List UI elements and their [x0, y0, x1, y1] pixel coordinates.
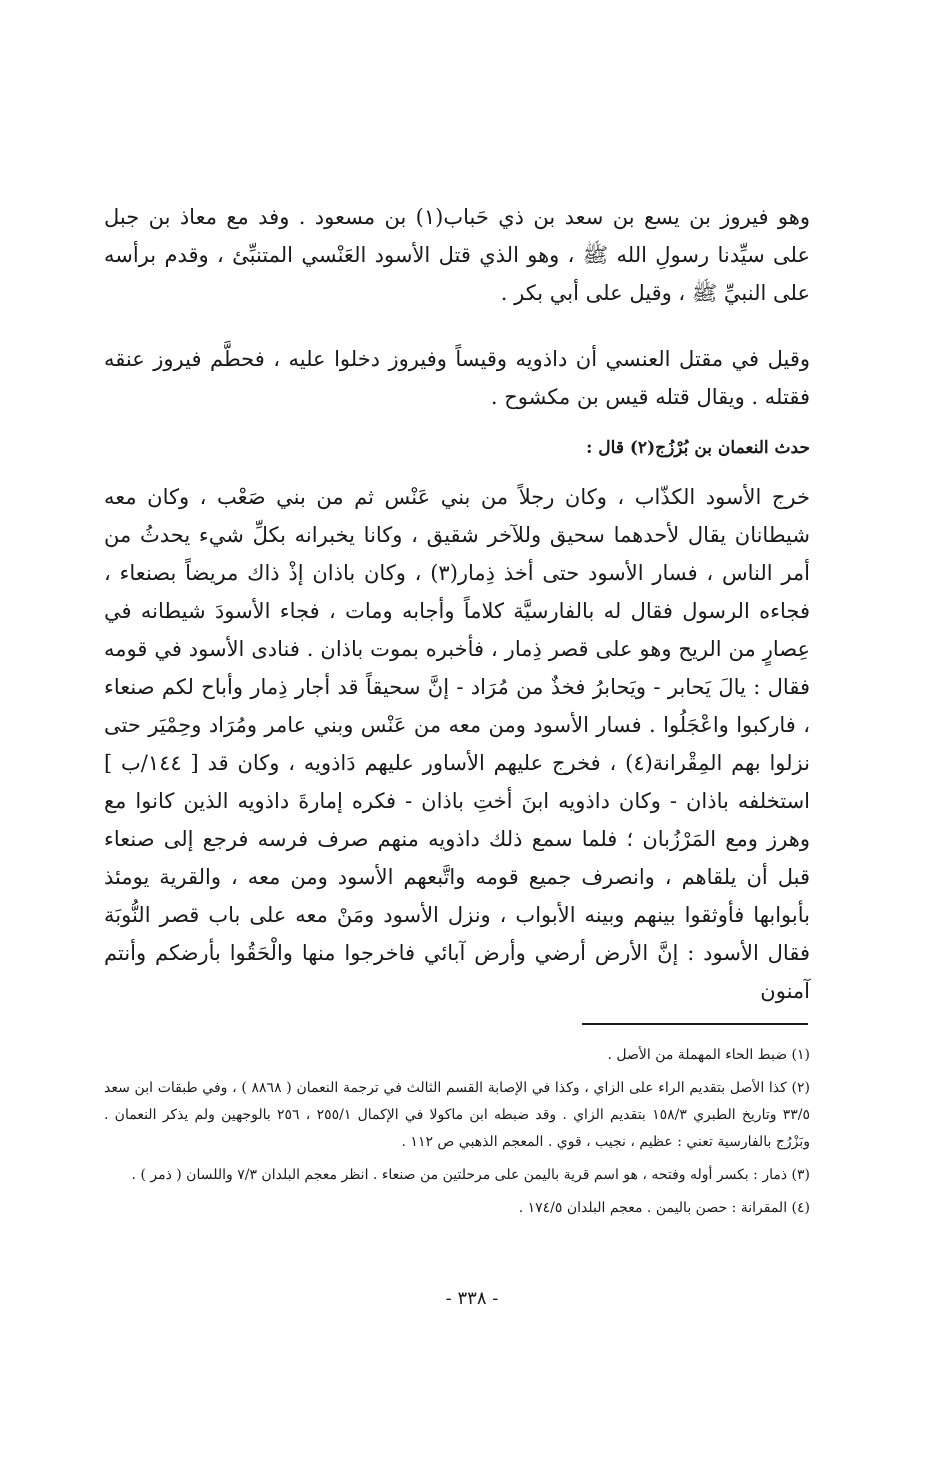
paragraph-aswad-story: خرج الأسود الكذّاب ، وكان رجلاً من بني عَنْس ثم من بني صَعْب ، وكان معه شيطانان يقال لأحدهما سحيق وللآخر شقيق ، وكانا يخبرانه بكلِّ شيء يحدثُ من أمر الناس ، فسار الأسود حتى أخذ ذِمار(٣) ، وكان باذان إذْ ذاك مريضاً بصنعاء ، فجاءه الرسول فقال له بالفارسيَّة كلاماً وأجابه ومات ، فجاء الأسودَ شيطانه في عِصارٍ من الريح وهو على قصر ذِمار ، فأخبره بموت باذان . فنادى الأسود في قومه فقال : يالَ يَحابر - ويَحابرُ فخذٌ من مُرَاد - إنَّ سحيقاً قد أجار ذِمار وأباح لكم صنعاء ، فاركبوا واعْجَلُوا . فسار الأسود ومن معه من عَنْس وبني عامر ومُرَاد وحِمْيَر حتى نزلوا بهم المِقْرانة(٤) ، فخرج عليهم الأساور عليهم دَاذويه ، وكان قد [ ١٤٤/ب ] استخلفه باذان - وكان داذويه ابنَ أختِ باذان - فكره إمارةَ داذويه الذين كانوا مع وهرز ومع المَرْزُبان ؛ فلما سمع ذلك داذويه منهم صرف فرسه فرجع إلى صنعاء قبل أن يلقاهم ، وانصرف جميع قومه واتَّبعهم الأسود ومن معه ، والقرية يومئذ بأبوابها فأوثقوا بينهم وبينه الأبواب ، ونزل الأسود ومَنْ معه على باب قصر النُّوبَة فقال الأسود : إنَّ الأرض أرضي وأرض آبائي فاخرجوا منها والْحَقُوا بأرضكم وأنتم آمنون	[104, 485, 810, 1003]
narration-heading: حدث النعمان بن بُرْزُج(٢) قال :	[586, 438, 810, 458]
paragraph-fayruz-bio: وهو فيروز بن يسع بن سعد بن ذي حَباب(١) بن مسعود . وفد مع معاذ بن جبل على سيِّدنا رسولِ الله ﷺ ، وهو الذي قتل الأسود العَنْسي المتنبِّئ ، وقدم برأسه على النبيِّ ﷺ ، وقيل على أبي بكر .	[104, 205, 810, 305]
paragraph-ansi-killing: وقيل في مقتل العنسي أن داذويه وقيساً وفيروز دخلوا عليه ، فحطَّم فيروز عنقه فقتله . ويقال قتله قيس بن مكشوح .	[104, 347, 810, 409]
footnote-3: (٣) ذمار : بكسر أوله وفتحه ، هو اسم قرية باليمن على مرحلتين من صنعاء . انظر معجم البلدان ٧/٣ واللسان ( ذمر ) .	[131, 1167, 810, 1183]
footnote-1: (١) ضبط الحاء المهملة من الأصل .	[607, 1047, 810, 1063]
page-number: - ٣٣٨ -	[445, 1288, 499, 1309]
footnotes-section	[104, 1042, 810, 1228]
footnote-separator	[582, 1023, 808, 1025]
footnote-4: (٤) المقرانة : حصن باليمن . معجم البلدان ١٧٤/٥ .	[518, 1200, 810, 1216]
footnote-2: (٢) كذا الأصل بتقديم الراء على الزاي ، وكذا في الإصابة القسم الثالث في ترجمة النعمان ( ٨٨٦٨ ) ، وفي طبقات ابن سعد ٣٣/٥ وتاريخ الطبري ١٥٨/٣ بتقديم الزاي . وقد ضبطه ابن ماكولا في الإكمال ٢٥٥/١ ، ٢٥٦ بالوجهين ولم يذكر النعمان . وبَزْرُج بالفارسية تعني : عظيم ، نجيب ، قوي . المعجم الذهبي ص ١١٢ .	[104, 1080, 811, 1150]
